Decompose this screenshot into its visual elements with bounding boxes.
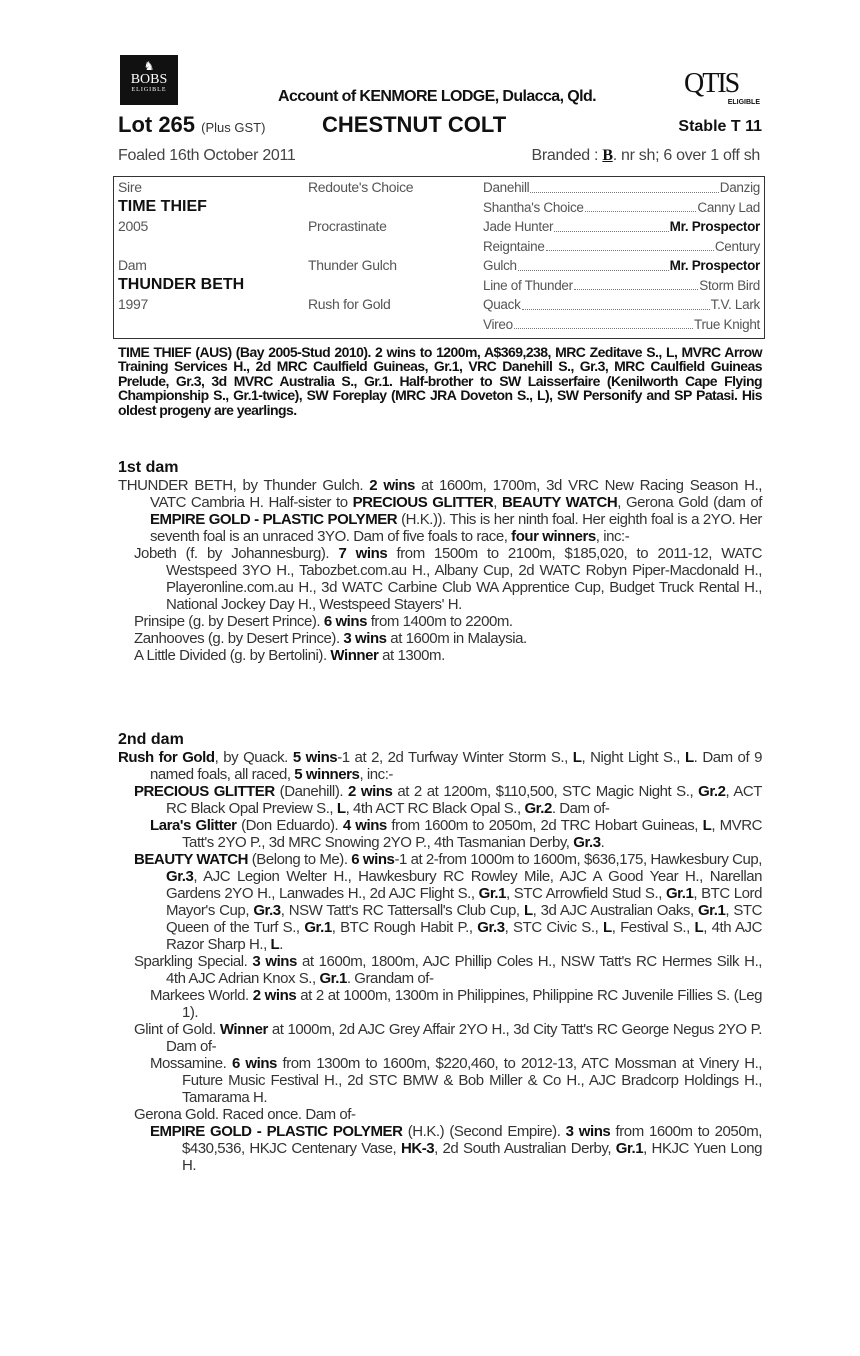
- gen3-sire: Century: [714, 238, 760, 254]
- bold-text: four winners: [511, 528, 596, 545]
- bold-text: L: [572, 749, 582, 766]
- sire-summary: TIME THIEF (AUS) (Bay 2005-Stud 2010). 2 wins to 1200m, A$369,238, MRC Zeditave S., L, MVRC Arrow Training Services H., 2d MRC Caulfield Guineas, Gr.1, VRC Danehill S., Gr.3, MRC Caulfield Guineas Prelude, Gr.3, 3d MVRC Australia S., Gr.1. Half-brother to SW Laisserfaire (Kenilworth Cape Flying Championship S., Gr.1-twice), SW Foreplay (MRC JRA Doveton S., L), SW Personify and SP Patasi. His oldest progeny are yearlings.: [118, 344, 762, 418]
- bold-text: Gr.1: [319, 970, 347, 987]
- bold-text: Gr.1: [615, 1140, 644, 1157]
- text: , AJC Legion Welter H., Hawkesbury RC Rowley Mile, AJC A Good Year H., Narellan Gardens 2YO H., Lanwades H., 2d AJC Flight S.,: [166, 868, 762, 902]
- text: .: [279, 936, 283, 953]
- bold-text: Gr.2: [524, 800, 552, 817]
- text: , HKJC Yuen Long H.: [182, 1140, 762, 1174]
- text: Prinsipe (g. by Desert Prince).: [134, 613, 324, 630]
- gen3-sire: Canny Lad: [697, 199, 760, 215]
- gen3-dam: Gulch: [483, 258, 517, 273]
- text: from 1500m to 2100m, $185,020, to 2011-12, WATC Westspeed 3YO H., Tabozbet.com.au H., Albany Cup, 2d WATC Robyn Piper-Macdonald H., Playeronline.com.au H., 3d WATC Carbine Club WA Apprentice Cup, Budget Truck Rental H., National Jockey Day H., Westspeed Stayers' H.: [166, 545, 762, 613]
- bold-text: Gr.3: [573, 834, 601, 851]
- leader-dots: [585, 198, 697, 213]
- dam-sire: Thunder Gulch: [308, 257, 397, 273]
- race-record-entry: [118, 545, 762, 613]
- text: , 2d South Australian Derby,: [434, 1140, 616, 1157]
- pedigree-gen3-row: [483, 178, 760, 198]
- race-record-entry: [118, 1055, 762, 1106]
- horse-description: CHESTNUT COLT: [322, 112, 507, 137]
- gen3-sire: Storm Bird: [699, 277, 760, 293]
- bold-text: Gr.1: [478, 885, 507, 902]
- gen3-dam: Quack: [483, 297, 521, 312]
- bold-text: L: [684, 749, 694, 766]
- pedigree-gen3-row: [483, 237, 760, 257]
- text: , Night Light S.,: [581, 749, 685, 766]
- branded-text: nr sh; 6 over 1 off sh: [621, 147, 760, 164]
- vendor-account: Account of KENMORE LODGE, Dulacca, Qld.: [278, 88, 596, 105]
- pedigree-gen3-row: [483, 198, 760, 218]
- race-record-entry: [118, 1021, 762, 1055]
- qtis-eligible-logo: QTIS ELIGIBLE: [684, 68, 760, 106]
- race-record-entry: [118, 613, 762, 630]
- bold-text: PRECIOUS GLITTER: [134, 783, 275, 800]
- bold-text: 2 wins: [348, 783, 393, 800]
- bold-text: 6 wins: [351, 851, 395, 868]
- gen3-sire: Mr. Prospector: [669, 258, 760, 273]
- text: , NSW Tatt's RC Tattersall's Club Cup,: [280, 902, 524, 919]
- horse-icon: ♞: [143, 59, 155, 73]
- text: at 2 at 1000m, 1300m in Philippines, Philippine RC Juvenile Fillies S. (Leg 1).: [182, 987, 762, 1021]
- pedigree-gen3-row: [483, 315, 760, 335]
- leader-dots: [546, 237, 714, 252]
- text: Mossamine.: [150, 1055, 232, 1072]
- text: (H.K.)). This is her ninth foal. Her eighth foal is a 2YO. Her seventh foal is an unraced 3YO. Dam of five foals to race,: [150, 511, 762, 545]
- text: (Don Eduardo).: [236, 817, 343, 834]
- pedigree-gen3-row: [483, 217, 760, 237]
- sire-year: 2005: [118, 218, 148, 234]
- bold-text: Gr.3: [477, 919, 505, 936]
- text: Zanhooves (g. by Desert Prince).: [134, 630, 344, 647]
- pedigree-gen3-row: [483, 276, 760, 296]
- gen3-sire: True Knight: [694, 316, 760, 332]
- leader-dots: [522, 295, 710, 310]
- text: at 1300m.: [378, 647, 445, 664]
- bold-text: 3 wins: [565, 1123, 611, 1140]
- bobs-eligible-logo: ♞ BOBS ELIGIBLE: [120, 55, 178, 105]
- text: ,: [493, 494, 502, 511]
- text: , 4th ACT RC Black Opal S.,: [345, 800, 525, 817]
- bold-text: PRECIOUS GLITTER: [352, 494, 494, 511]
- text: .: [600, 834, 605, 851]
- bold-text: L: [336, 800, 346, 817]
- bold-text: 2 wins: [369, 477, 415, 494]
- text: , 3d AJC Australian Oaks,: [532, 902, 698, 919]
- bold-text: 2 wins: [252, 987, 297, 1004]
- gen3-sire: T.V. Lark: [710, 297, 760, 312]
- leader-dots: [514, 315, 693, 330]
- brand-mark-icon: B: [602, 147, 613, 164]
- second-dam-heading: 2nd dam: [118, 731, 184, 748]
- text: THUNDER BETH, by Thunder Gulch.: [118, 477, 370, 494]
- stable-number: Stable T 11: [678, 118, 762, 135]
- text: (H.K.) (Second Empire).: [402, 1123, 566, 1140]
- foaled-date: Foaled 16th October 2011: [118, 147, 296, 164]
- text: from 1300m to 1600m, $220,460, to 2012-13, ATC Mossman at Vinery H., Future Music Festival H., 2d STC BMW & Bob Miller & Co H., AJC Bradcorp Holdings H., Tamarama H.: [182, 1055, 763, 1106]
- text: from 1400m to 2200m.: [367, 613, 513, 630]
- sire-name: TIME THIEF: [118, 198, 207, 215]
- first-dam-section: [118, 459, 762, 664]
- bold-text: Gr.3: [166, 868, 194, 885]
- pedigree-table: [113, 176, 765, 339]
- gen3-dam: Shantha's Choice: [483, 199, 584, 215]
- text: , inc:-: [595, 528, 630, 545]
- text: . Grandam of-: [346, 970, 434, 987]
- dam-name: THUNDER BETH: [118, 276, 245, 293]
- sire-label: Sire: [118, 179, 142, 195]
- text: Sparkling Special.: [134, 953, 253, 970]
- text: , STC Arrowfield Stud S.,: [506, 885, 666, 902]
- bold-text: BEAUTY WATCH: [501, 494, 618, 511]
- text: at 2 at 1200m, $110,500, STC Magic Night S.,: [392, 783, 699, 800]
- bold-text: 3 wins: [252, 953, 297, 970]
- bold-text: L: [270, 936, 280, 953]
- text: Gerona Gold. Raced once. Dam of-: [134, 1106, 356, 1123]
- bold-text: Gr.3: [253, 902, 281, 919]
- text: (Danehill).: [274, 783, 349, 800]
- bold-text: 6 wins: [231, 1055, 277, 1072]
- granddam: Procrastinate: [308, 218, 387, 234]
- gen3-dam: Danehill: [483, 180, 530, 195]
- lot-number: [118, 112, 265, 138]
- bold-text: Rush for Gold: [118, 749, 215, 766]
- bold-text: Winner: [219, 1021, 268, 1038]
- text: , Gerona Gold (dam of: [617, 494, 763, 511]
- dam-label: Dam: [118, 257, 147, 273]
- first-dam-heading: 1st dam: [118, 459, 179, 476]
- bold-text: L: [694, 919, 704, 936]
- dam-year: 1997: [118, 296, 148, 312]
- bold-text: Lara's Glitter: [150, 817, 237, 834]
- text: -1 at 2, 2d Turfway Winter Storm S.,: [337, 749, 573, 766]
- bold-text: HK-3: [400, 1140, 435, 1157]
- race-record-entry: [118, 817, 762, 851]
- gen3-dam: Jade Hunter: [483, 219, 554, 234]
- text: at 1000m, 2d AJC Grey Affair 2YO H., 3d City Tatt's RC George Negus 2YO P. Dam of-: [166, 1021, 762, 1055]
- text: Glint of Gold.: [134, 1021, 220, 1038]
- text: A Little Divided (g. by Bertolini).: [134, 647, 331, 664]
- text: , BTC Lord Mayor's Cup,: [166, 885, 762, 919]
- pedigree-gen3-row: [483, 295, 760, 315]
- bold-text: L: [702, 817, 712, 834]
- race-record-entry: [118, 630, 762, 647]
- gen3-sire: Mr. Prospector: [669, 219, 760, 234]
- bold-text: EMPIRE GOLD - PLASTIC POLYMER: [150, 511, 398, 528]
- text: , BTC Rough Habit P.,: [331, 919, 478, 936]
- text: , STC Queen of the Turf S.,: [166, 902, 762, 936]
- gen3-dam: Line of Thunder: [483, 277, 573, 293]
- text: , MVRC Tatt's 2YO P., 3d MRC Snowing 2YO P., 4th Tasmanian Derby,: [182, 817, 762, 851]
- text: , by Quack.: [214, 749, 293, 766]
- text: Markees World.: [150, 987, 253, 1004]
- text: at 1600m in Malaysia.: [386, 630, 527, 647]
- bold-text: 5 winners: [294, 766, 360, 783]
- plus-gst: (Plus GST): [201, 120, 266, 135]
- bold-text: 3 wins: [343, 630, 387, 647]
- text: , ACT RC Black Opal Preview S.,: [166, 783, 763, 817]
- bold-text: Winner: [330, 647, 379, 664]
- gen3-dam: Reigntaine: [483, 238, 545, 254]
- text: -1 at 2-from 1000m to 1600m, $636,175, Hawkesbury Cup,: [394, 851, 763, 868]
- race-record-entry: [118, 987, 762, 1021]
- race-record-entry: [118, 953, 762, 987]
- text: at 1600m, 1700m, 3d VRC New Racing Season H., VATC Cambria H. Half-sister to: [150, 477, 763, 511]
- bold-text: L: [602, 919, 612, 936]
- bold-text: L: [523, 902, 533, 919]
- bold-text: Gr.1: [665, 885, 694, 902]
- text: , STC Civic S.,: [504, 919, 603, 936]
- text: from 1600m to 2050m, 2d TRC Hobart Guineas,: [386, 817, 703, 834]
- leader-dots: [518, 256, 669, 271]
- bold-text: 4 wins: [342, 817, 387, 834]
- race-record-entry: [118, 749, 762, 783]
- second-dam-section: [118, 731, 762, 1174]
- text: (Belong to Me).: [248, 851, 352, 868]
- dam-dam: Rush for Gold: [308, 296, 391, 312]
- race-record-entry: [118, 1123, 762, 1174]
- race-record-entry: [118, 783, 762, 817]
- text: . Dam of 9 named foals, all raced,: [150, 749, 762, 783]
- pedigree-gen3-row: [483, 256, 760, 276]
- race-record-entry: [118, 477, 762, 545]
- bold-text: 7 wins: [338, 545, 388, 562]
- race-record-entry: [118, 647, 762, 664]
- bold-text: 5 wins: [292, 749, 338, 766]
- gen3-dam: Vireo: [483, 316, 513, 332]
- leader-dots: [574, 276, 698, 291]
- bold-text: BEAUTY WATCH: [134, 851, 249, 868]
- text: Jobeth (f. by Johannesburg).: [134, 545, 339, 562]
- grandsire: Redoute's Choice: [308, 179, 414, 195]
- bold-text: Gr.2: [698, 783, 726, 800]
- branded-info: Branded : B. nr sh; 6 over 1 off sh: [531, 147, 760, 164]
- race-record-entry: [118, 1106, 762, 1123]
- text: , 4th AJC Razor Sharp H.,: [166, 919, 762, 953]
- lot-label: Lot 265: [118, 112, 196, 137]
- text: at 1600m, 1800m, AJC Phillip Coles H., NSW Tatt's RC Hermes Silk H., 4th AJC Adrian Knox S.,: [166, 953, 762, 987]
- race-record-entry: [118, 851, 762, 953]
- branded-label: Branded :: [531, 147, 599, 164]
- leader-dots: [530, 178, 718, 193]
- text: , inc:-: [359, 766, 393, 783]
- gen3-sire: Danzig: [719, 180, 760, 195]
- bold-text: EMPIRE GOLD - PLASTIC POLYMER: [150, 1123, 403, 1140]
- text: . Dam of-: [551, 800, 610, 817]
- bold-text: 6 wins: [323, 613, 367, 630]
- bold-text: Gr.1: [304, 919, 332, 936]
- text: , Festival S.,: [611, 919, 695, 936]
- bold-text: Gr.1: [697, 902, 726, 919]
- text: from 1600m to 2050m, $430,536, HKJC Centenary Vase,: [182, 1123, 762, 1157]
- leader-dots: [554, 217, 668, 232]
